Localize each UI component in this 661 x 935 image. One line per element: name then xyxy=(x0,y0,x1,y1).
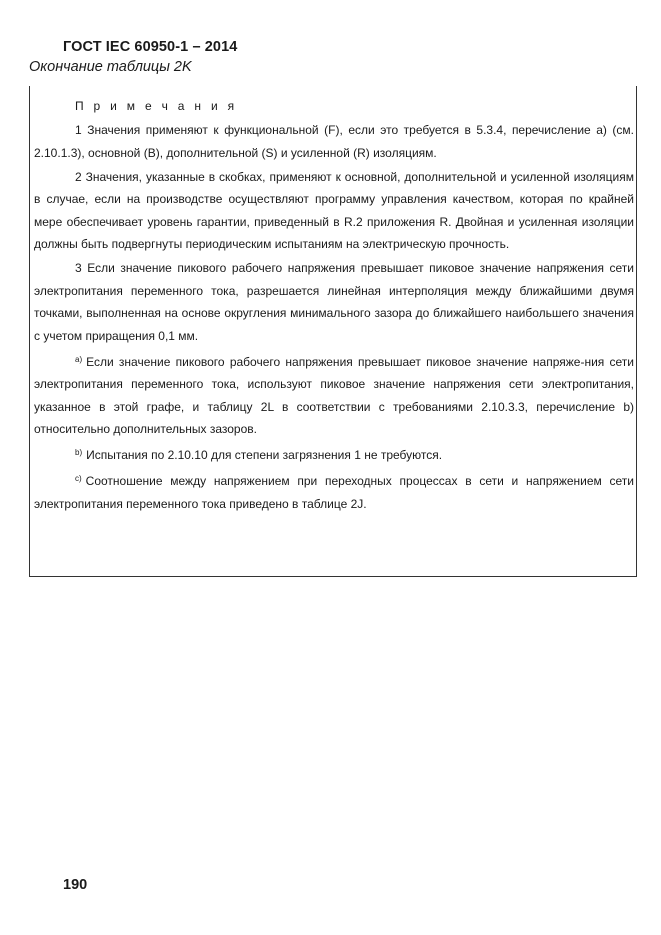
notes-frame xyxy=(29,86,637,577)
footnote-c-text: Соотношение между напряжением при переходных процессах в сети и напряжением сети электропитания переменного тока приведено в таблице 2J. xyxy=(34,474,634,511)
footnote-b-mark: b) xyxy=(75,448,83,457)
footnote-c-mark: c) xyxy=(75,474,82,483)
note-3: 3 Если значение пикового рабочего напряжения превышает пиковое значение напряжения сети электропитания переменного тока, разрешается линейная интерполяция между ближайшими двумя точками, выполненная на основе округления минимального зазора до ближайшего наибольшего значения с учетом приращения 0,1 мм. xyxy=(34,261,634,343)
footnote-b xyxy=(34,442,634,467)
footnote-b-text: Испытания по 2.10.10 для степени загрязнения 1 не требуются. xyxy=(86,448,443,462)
footnote-c xyxy=(34,468,634,515)
note-1: 1 Значения применяют к функциональной (F), если это требуется в 5.3.4, перечисление а) (см. 2.10.1.3), основной (B), дополнительной (S) и усиленной (R) изоляциям. xyxy=(34,123,634,160)
notes-heading: П р и м е ч а н и я xyxy=(75,99,238,113)
footnote-a-text: Если значение пикового рабочего напряжения превышает пиковое значение напряже-ния сети электропитания переменного тока, используют пиковое значение напряжения сети электропитания, указанное в этой графе, и таблицу 2L в соответствии с требованиями 2.10.3.3, перечисление b) относительно дополнительных зазоров. xyxy=(34,354,634,436)
notes-body xyxy=(34,95,634,517)
note-2: 2 Значения, указанные в скобках, применяют к основной, дополнительной и усиленной изоляциям в случае, если на производстве осуществляют программу управления качеством, которая по крайней мере обеспечивает уровень гарантии, приведенный в R.2 приложения R. Двойная и усиленная изоляции должны быть подвергнуты периодическим испытаниям на электрическую прочность. xyxy=(34,169,634,251)
page-number: 190 xyxy=(63,877,88,893)
footnote-a-mark: a) xyxy=(75,354,83,364)
document-standard-title: ГОСТ IEC 60950-1 – 2014 xyxy=(63,39,238,55)
footnote-a xyxy=(34,349,634,441)
table-continuation-caption: Окончание таблицы 2K xyxy=(29,59,192,75)
